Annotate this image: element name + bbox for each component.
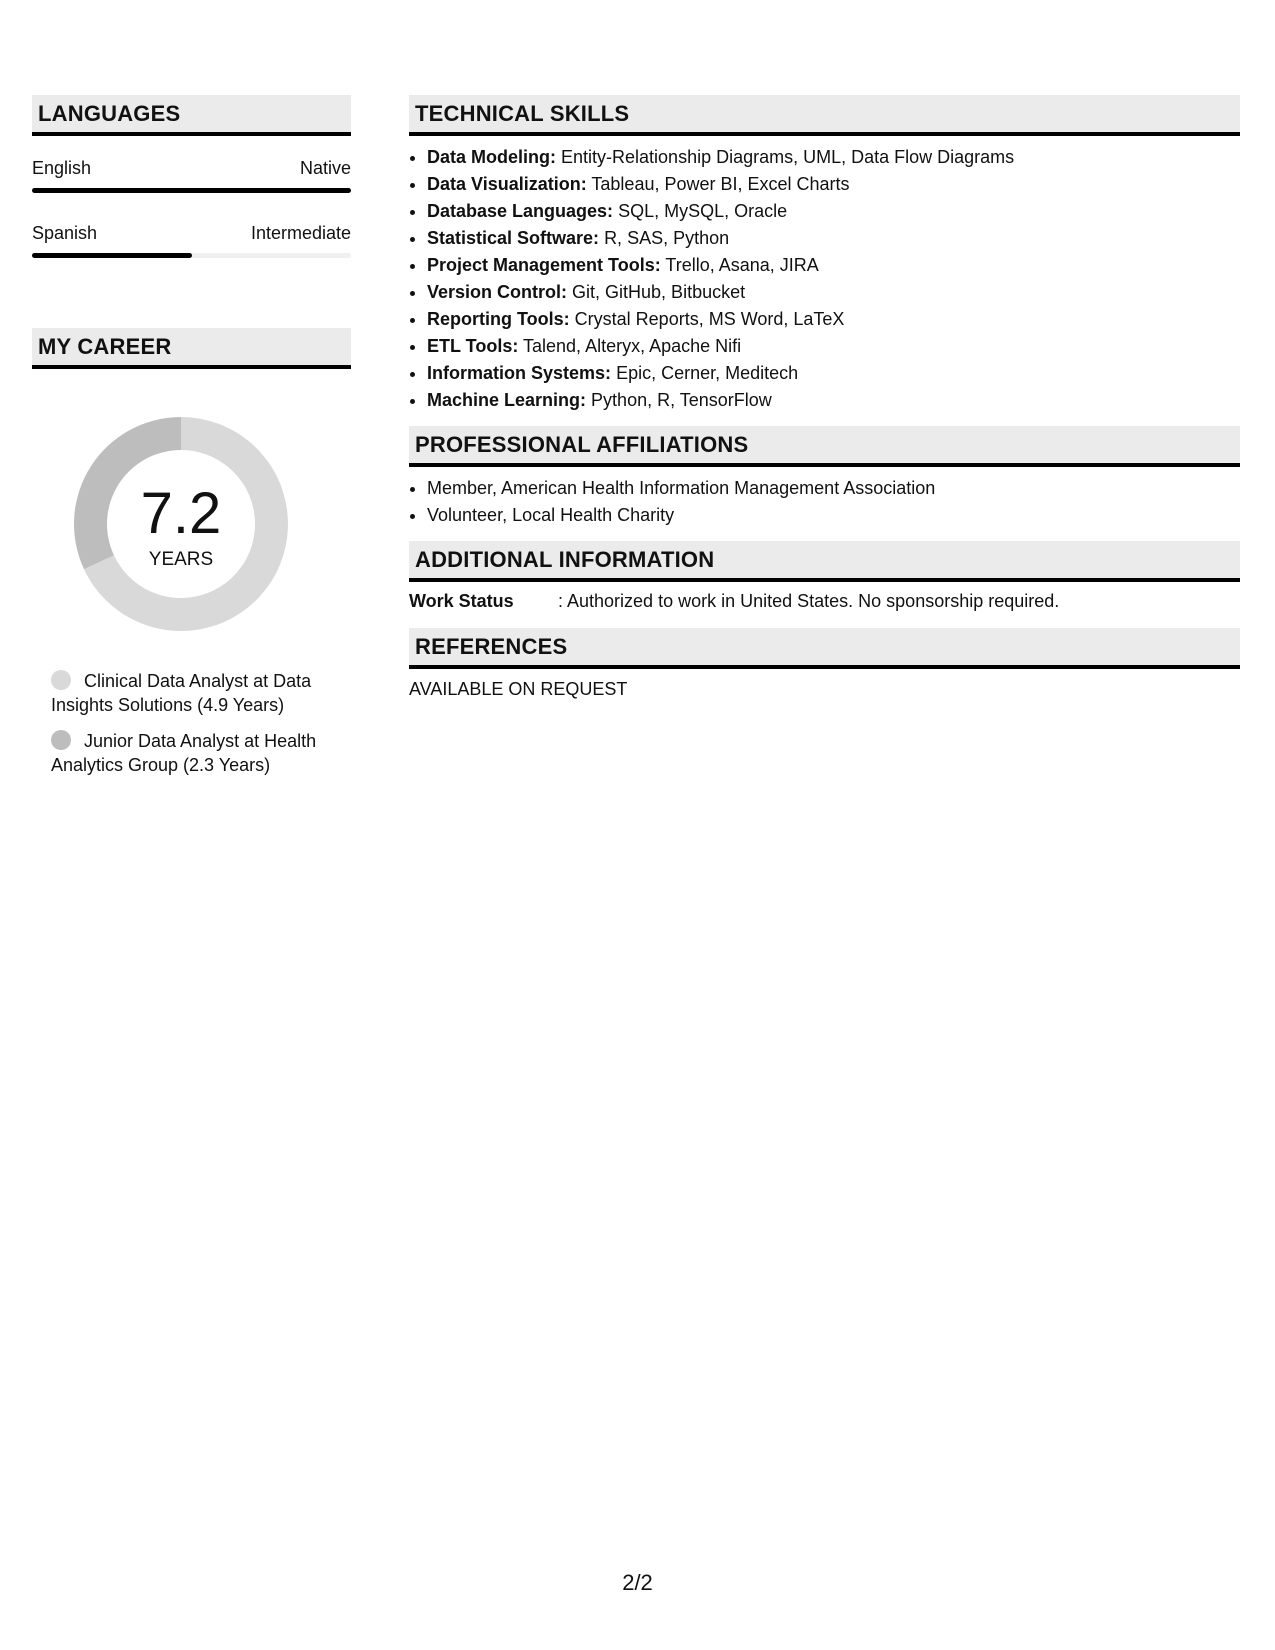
skill-label: Project Management Tools: <box>427 255 661 275</box>
references-text: AVAILABLE ON REQUEST <box>409 679 628 699</box>
work-status-value: : Authorized to work in United States. No sponsorship required. <box>558 591 1060 611</box>
language-name: Spanish <box>32 223 98 243</box>
affiliations-list <box>409 475 1240 529</box>
skill-value: Trello, Asana, JIRA <box>665 255 819 275</box>
skill-value: Tableau, Power BI, Excel Charts <box>591 174 850 194</box>
language-item-english <box>32 158 351 193</box>
skill-value: Epic, Cerner, Meditech <box>616 363 799 383</box>
skill-value: R, SAS, Python <box>604 228 730 248</box>
skill-value: SQL, MySQL, Oracle <box>618 201 788 221</box>
career-donut-chart <box>66 409 296 639</box>
skill-item <box>427 387 1240 414</box>
legend-item <box>51 669 331 717</box>
language-name: English <box>32 158 92 178</box>
right-column <box>409 95 1240 700</box>
languages-header: LANGUAGES <box>32 95 351 136</box>
language-bar-fill <box>32 253 192 258</box>
language-bar-track <box>32 188 351 193</box>
list-item: • Volunteer, Local Health Charity <box>427 502 1240 529</box>
skill-item <box>427 198 1240 225</box>
references-header: REFERENCES <box>409 628 1240 669</box>
skill-value: Crystal Reports, MS Word, LaTeX <box>574 309 845 329</box>
left-column <box>32 95 351 789</box>
skill-item <box>427 306 1240 333</box>
legend-item <box>51 729 331 777</box>
language-bar-fill <box>32 188 351 193</box>
skill-value: Python, R, TensorFlow <box>591 390 772 410</box>
legend-dot-icon <box>51 730 71 750</box>
skill-label: Machine Learning: <box>427 390 587 410</box>
work-status-row <box>409 591 1240 612</box>
skill-label: Reporting Tools: <box>427 309 570 329</box>
page-number: 2/2 <box>622 1570 653 1595</box>
skill-label: Data Modeling: <box>427 147 556 167</box>
language-level: Native <box>299 158 351 178</box>
skill-label: Data Visualization: <box>427 174 587 194</box>
skill-item <box>427 144 1240 171</box>
work-status-key: Work Status <box>409 591 514 611</box>
language-item-spanish <box>32 223 351 258</box>
legend-label: Clinical Data Analyst at Data Insights Solutions (4.9 Years) <box>51 671 312 715</box>
language-bar-track <box>32 253 351 258</box>
career-total-value: 7.2 <box>140 481 222 546</box>
skill-value: Entity-Relationship Diagrams, UML, Data Flow Diagrams <box>561 147 1015 167</box>
skill-item <box>427 225 1240 252</box>
career-header: MY CAREER <box>32 328 351 369</box>
technical-skills-list <box>409 144 1240 414</box>
skill-label: Version Control: <box>427 282 568 302</box>
list-item: • Member, American Health Information Management Association <box>427 475 1240 502</box>
skill-item <box>427 360 1240 387</box>
additional-info-header: ADDITIONAL INFORMATION <box>409 541 1240 582</box>
skill-item <box>427 171 1240 198</box>
skill-value: Git, GitHub, Bitbucket <box>572 282 746 302</box>
career-total-unit: YEARS <box>148 549 214 570</box>
affiliations-header: PROFESSIONAL AFFILIATIONS <box>409 426 1240 467</box>
skill-label: Information Systems: <box>427 363 612 383</box>
legend-label: Junior Data Analyst at Health Analytics Group (2.3 Years) <box>51 731 317 775</box>
skill-label: ETL Tools: <box>427 336 519 356</box>
legend-dot-icon <box>51 670 71 690</box>
skill-label: Statistical Software: <box>427 228 600 248</box>
skill-item <box>427 333 1240 360</box>
skill-item <box>427 252 1240 279</box>
career-legend <box>32 669 331 777</box>
skill-value: Talend, Alteryx, Apache Nifi <box>523 336 742 356</box>
skill-item <box>427 279 1240 306</box>
skill-label: Database Languages: <box>427 201 614 221</box>
technical-skills-header: TECHNICAL SKILLS <box>409 95 1240 136</box>
language-level: Intermediate <box>250 223 351 243</box>
